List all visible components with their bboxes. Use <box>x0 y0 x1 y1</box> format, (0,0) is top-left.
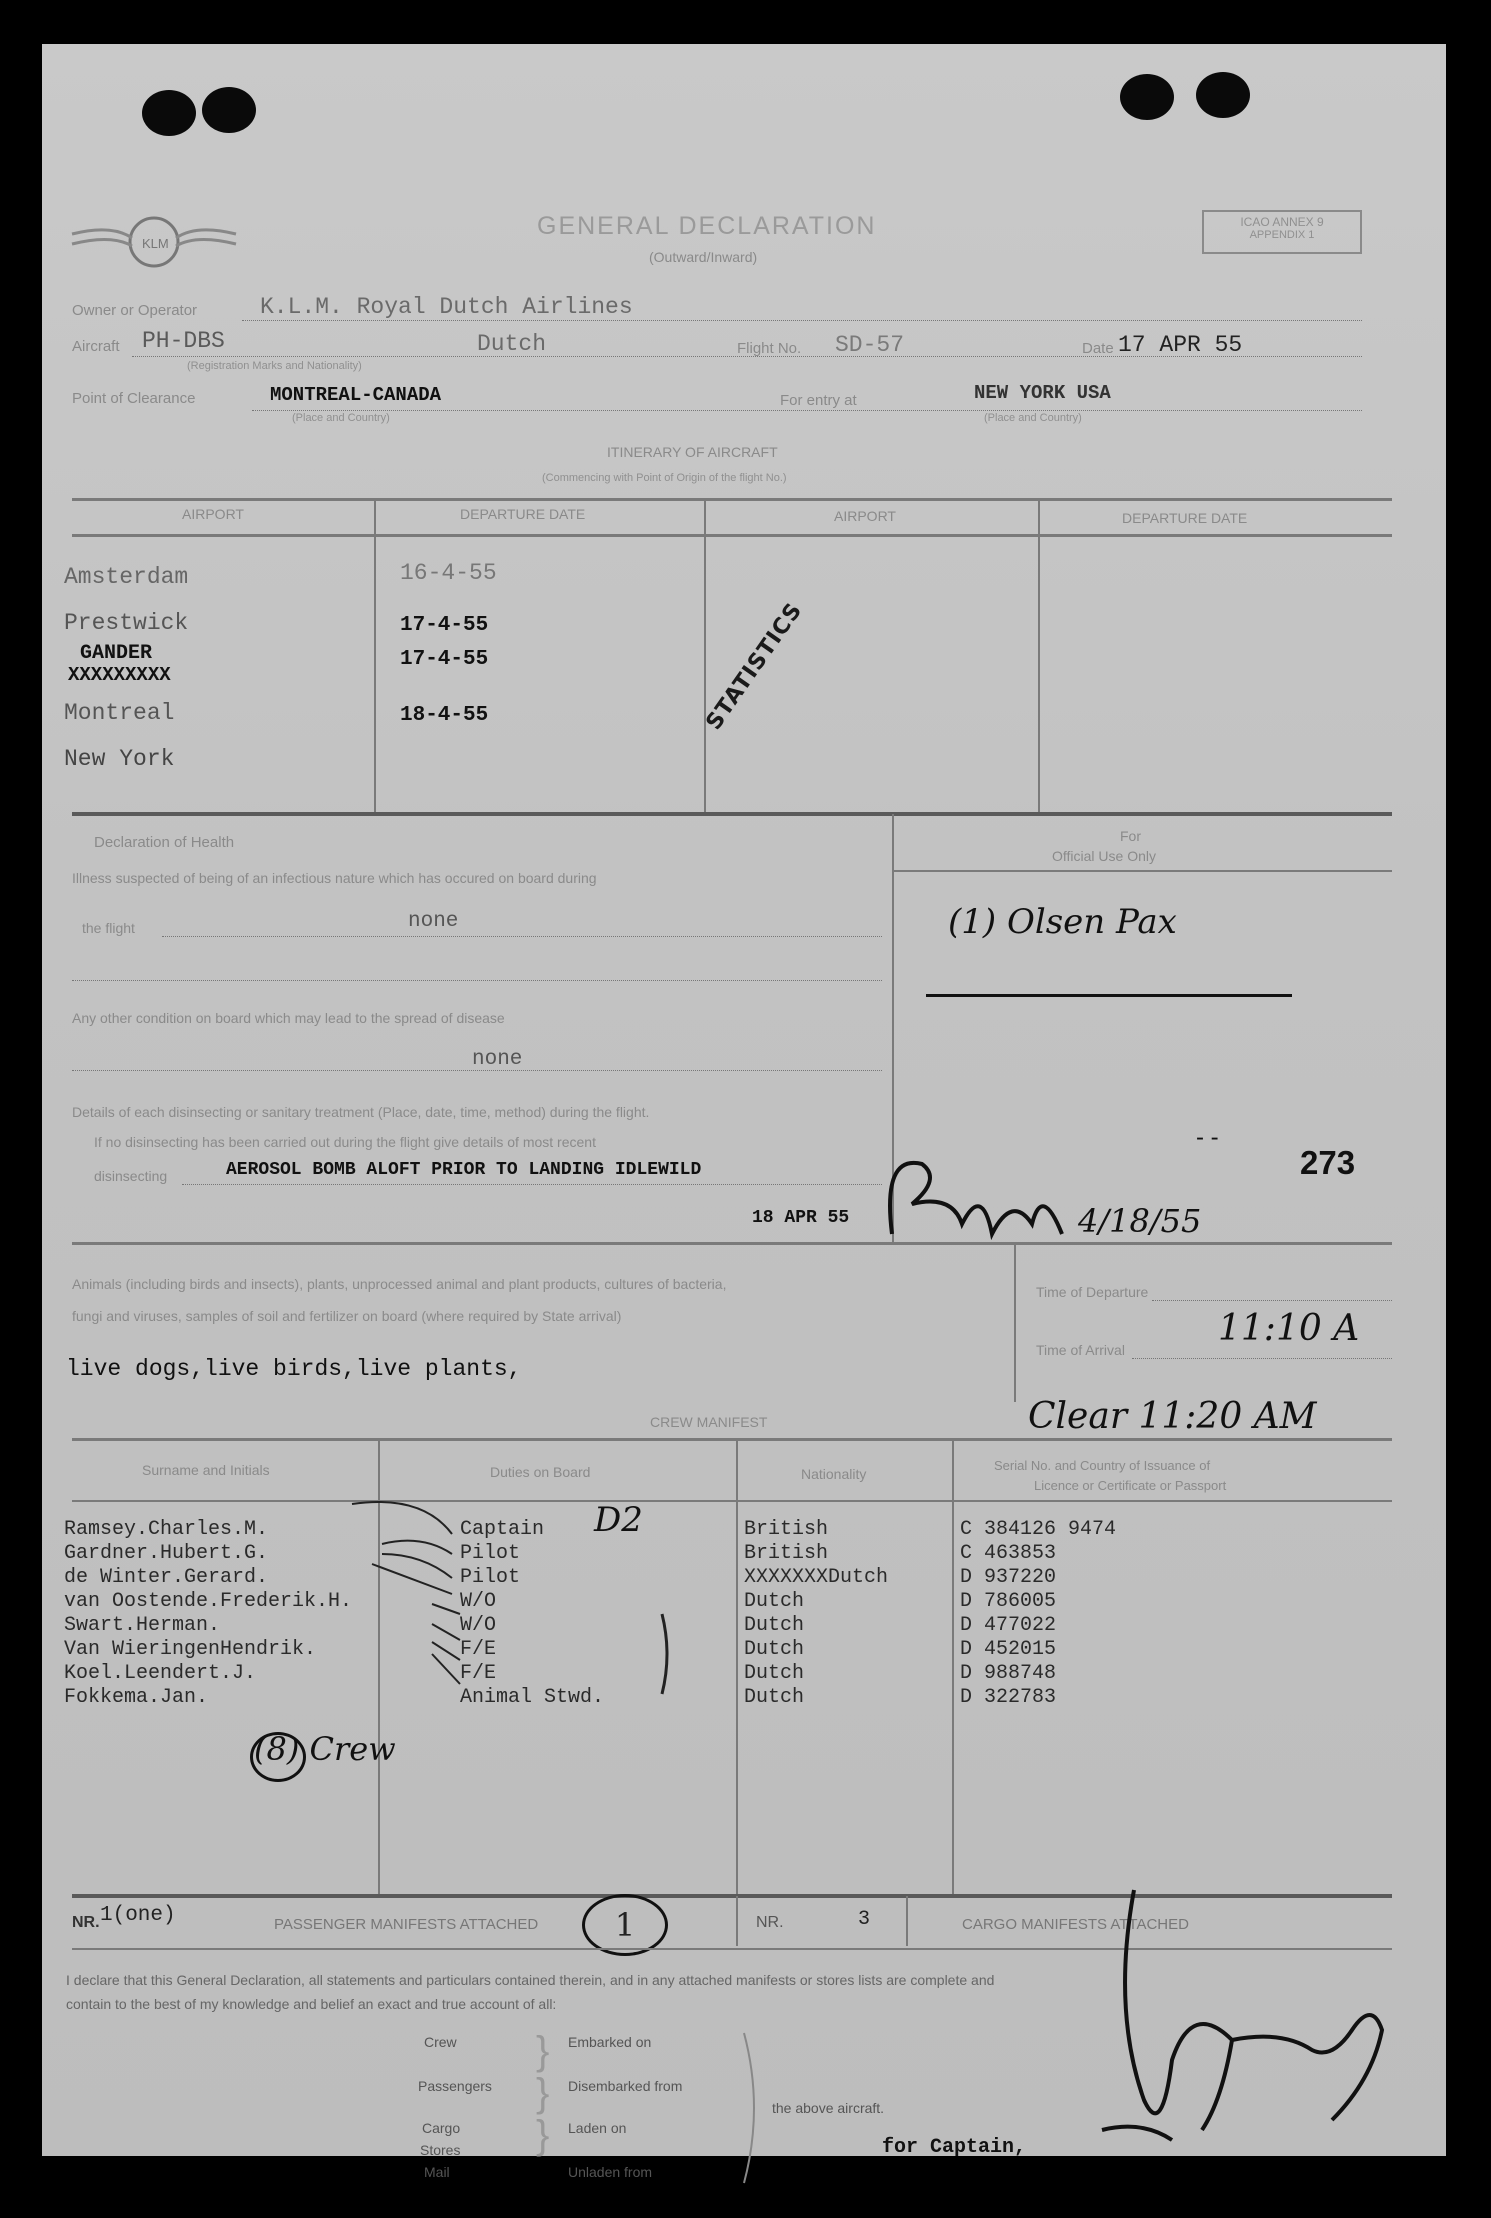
aircraft-nationality: Dutch <box>477 331 547 357</box>
crew-nationality: Dutch <box>744 1590 805 1613</box>
clearance-label: Point of Clearance <box>72 390 196 407</box>
decl-cargo: Cargo <box>422 2120 461 2136</box>
crew-name: Swart.Herman. <box>64 1614 221 1637</box>
decl-bracket <box>734 2028 774 2188</box>
punch-hole <box>202 87 256 133</box>
decl-embarked: Embarked on <box>568 2034 652 2050</box>
flight-no-value: SD-57 <box>835 332 905 358</box>
declaration-line1: I declare that this General Declaration, all statements and particulars contained therein, and in any attached manifests or stores lists are complete and <box>66 1972 995 1988</box>
annex-line2: APPENDIX 1 <box>1249 229 1315 241</box>
itinerary-airport-3-struck: XXXXXXXXX <box>68 664 171 686</box>
crew-nationality: British <box>744 1542 829 1565</box>
crew-duty: Animal Stwd. <box>460 1686 605 1709</box>
decl-above-aircraft: the above aircraft. <box>772 2100 885 2116</box>
health-q3-date: 18 APR 55 <box>752 1208 850 1228</box>
annex-line1: ICAO ANNEX 9 <box>1240 215 1324 229</box>
crew-col-duty: Duties on Board <box>490 1464 591 1480</box>
decl-crew: Crew <box>424 2034 457 2050</box>
health-q1-answer: none <box>408 910 459 933</box>
captain-mark: D2 <box>594 1500 643 1540</box>
date-value: 17 APR 55 <box>1118 332 1243 358</box>
clearance-value: MONTREAL-CANADA <box>270 384 442 406</box>
declaration-line2: contain to the best of my knowledge and belief an exact and true account of all: <box>66 1996 557 2012</box>
crew-col-name: Surname and Initials <box>142 1462 270 1478</box>
official-note: (1) Olsen Pax <box>948 902 1177 942</box>
crew-name: Fokkema.Jan. <box>64 1686 209 1709</box>
crew-serial: D 452015 <box>960 1638 1057 1661</box>
col-airport-2: AIRPORT <box>834 508 896 524</box>
decl-laden: Laden on <box>568 2120 627 2136</box>
duty-tick-marks <box>342 1454 742 1714</box>
official-signature-date: 4/18/55 <box>1078 1202 1202 1240</box>
itinerary-airport-3: GANDER <box>80 642 153 665</box>
form-title: GENERAL DECLARATION <box>537 212 877 240</box>
crew-serial: C 463853 <box>960 1542 1057 1565</box>
decl-mail: Mail <box>424 2164 450 2180</box>
itinerary-date-3: 17-4-55 <box>400 648 489 671</box>
col-airport: AIRPORT <box>182 506 244 522</box>
itinerary-airport-2: Prestwick <box>64 610 189 636</box>
cargo-nr-label: NR. <box>756 1914 784 1931</box>
manifest-nr-value: 1(one) <box>100 1904 176 1927</box>
itinerary-airport-1: Amsterdam <box>64 564 189 590</box>
time-arrival-label: Time of Arrival <box>1036 1342 1125 1358</box>
crew-serial: C 384126 9474 <box>960 1518 1117 1541</box>
health-q1-line1: Illness suspected of being of an infectious nature which has occured on board during <box>72 870 597 886</box>
crew-name: de Winter.Gerard. <box>64 1566 269 1589</box>
health-q2: Any other condition on board which may lead to the spread of disease <box>72 1010 505 1026</box>
passenger-manifest-circle: 1 <box>582 1894 668 1956</box>
health-q1-line2: the flight <box>82 920 135 936</box>
form-subtitle: (Outward/Inward) <box>649 249 758 265</box>
statistics-stamp: STATISTICS <box>701 598 808 735</box>
signature-mark: - - <box>1196 1124 1219 1151</box>
crew-nationality: XXXXXXXDutch <box>744 1566 889 1589</box>
svg-text:KLM: KLM <box>142 236 169 251</box>
passenger-manifest-label: PASSENGER MANIFESTS ATTACHED <box>274 1916 539 1933</box>
crew-nationality: British <box>744 1518 829 1541</box>
crew-duty: F/E <box>460 1662 497 1685</box>
punch-hole <box>1196 72 1250 118</box>
date-label: Date <box>1082 340 1114 357</box>
health-q3-answer: AEROSOL BOMB ALOFT PRIOR TO LANDING IDLEWILD <box>226 1160 702 1180</box>
animals-line1: Animals (including birds and insects), plants, unprocessed animal and plant products, cultures of bacteria, <box>72 1276 727 1292</box>
col-departure: DEPARTURE DATE <box>460 506 586 522</box>
crew-serial: D 477022 <box>960 1614 1057 1637</box>
official-heading-2: Official Use Only <box>1052 848 1156 864</box>
clear-note: Clear 11:20 AM <box>1028 1396 1317 1437</box>
health-q3-line3: disinsecting <box>94 1168 168 1184</box>
crew-col-serial-2: Licence or Certificate or Passport <box>1034 1478 1227 1493</box>
captain-signature <box>1082 1880 1422 2170</box>
animals-line2: fungi and viruses, samples of soil and fertilizer on board (where required by State arrival) <box>72 1308 622 1324</box>
crew-count-circle <box>250 1732 306 1782</box>
crew-duty: Pilot <box>460 1566 521 1589</box>
time-departure-label: Time of Departure <box>1036 1284 1149 1300</box>
itinerary-date-2: 17-4-55 <box>400 614 489 637</box>
crew-duty: W/O <box>460 1590 497 1613</box>
health-heading: Declaration of Health <box>94 834 235 851</box>
crew-serial: D 786005 <box>960 1590 1057 1613</box>
crew-col-nationality: Nationality <box>801 1466 867 1482</box>
crew-duty: Pilot <box>460 1542 521 1565</box>
health-q3-line2: If no disinsecting has been carried out during the flight give details of most recent <box>94 1134 596 1150</box>
crew-name: Ramsey.Charles.M. <box>64 1518 269 1541</box>
crew-serial: D 937220 <box>960 1566 1057 1589</box>
official-heading-1: For <box>1120 828 1141 844</box>
decl-unladen: Unladen from <box>568 2164 653 2180</box>
cargo-manifest-label: CARGO MANIFESTS ATTACHED <box>962 1916 1189 1933</box>
itinerary-date-4: 18-4-55 <box>400 704 489 727</box>
crew-nationality: Dutch <box>744 1686 805 1709</box>
crew-serial: D 322783 <box>960 1686 1057 1709</box>
crew-name: van Oostende.Frederik.H. <box>64 1590 353 1613</box>
col-departure-2: DEPARTURE DATE <box>1122 510 1248 526</box>
crew-duty: W/O <box>460 1614 497 1637</box>
declaration-form <box>42 44 1446 2180</box>
crew-nationality: Dutch <box>744 1614 805 1637</box>
crew-nationality: Dutch <box>744 1638 805 1661</box>
aircraft-label: Aircraft <box>72 338 120 355</box>
crew-duty: Captain <box>460 1518 545 1541</box>
for-captain: for Captain, <box>882 2136 1027 2159</box>
form-number: 273 <box>1300 1144 1356 1181</box>
animals-answer: live dogs,live birds,live plants, <box>66 1356 522 1382</box>
owner-label: Owner or Operator <box>72 302 198 319</box>
crew-name: Gardner.Hubert.G. <box>64 1542 269 1565</box>
entry-label: For entry at <box>780 392 857 409</box>
entry-place-note: (Place and Country) <box>984 412 1082 424</box>
clearance-place-note: (Place and Country) <box>292 412 390 424</box>
decl-disembarked: Disembarked from <box>568 2078 683 2094</box>
entry-value: NEW YORK USA <box>974 382 1111 404</box>
crew-name: Koel.Leendert.J. <box>64 1662 257 1685</box>
decl-brace: } } } <box>536 2029 550 2157</box>
itinerary-date-1: 16-4-55 <box>400 560 497 586</box>
time-arrival-value: 11:10 A <box>1218 1308 1360 1349</box>
crew-count-note: (8) Crew <box>254 1730 396 1768</box>
official-signature <box>862 1124 1162 1284</box>
decl-passengers: Passengers <box>418 2078 492 2094</box>
crew-name: Van WieringenHendrik. <box>64 1638 317 1661</box>
itinerary-airport-4: Montreal <box>64 700 175 726</box>
crew-nationality: Dutch <box>744 1662 805 1685</box>
crew-serial: D 988748 <box>960 1662 1057 1685</box>
registration-note: (Registration Marks and Nationality) <box>187 360 362 372</box>
aircraft-registration: PH-DBS <box>142 328 225 354</box>
itinerary-note: (Commencing with Point of Origin of the flight No.) <box>542 472 787 484</box>
health-q2-answer: none <box>472 1048 523 1071</box>
crew-duty: F/E <box>460 1638 497 1661</box>
punch-hole <box>1120 74 1174 120</box>
flight-no-label: Flight No. <box>737 340 802 357</box>
owner-value: K.L.M. Royal Dutch Airlines <box>260 294 633 320</box>
health-q3-line1: Details of each disinsecting or sanitary treatment (Place, date, time, method) during the flight. <box>72 1104 650 1120</box>
annex-box <box>1202 210 1362 254</box>
cargo-nr-value: 3 <box>858 1908 871 1931</box>
itinerary-airport-5: New York <box>64 746 175 772</box>
crew-col-serial-1: Serial No. and Country of Issuance of <box>994 1458 1211 1473</box>
manifest-nr-label: NR. <box>72 1914 100 1931</box>
crew-title: CREW MANIFEST <box>650 1414 768 1430</box>
decl-stores: Stores <box>420 2142 461 2158</box>
punch-hole <box>142 90 196 136</box>
itinerary-title: ITINERARY OF AIRCRAFT <box>607 444 778 460</box>
